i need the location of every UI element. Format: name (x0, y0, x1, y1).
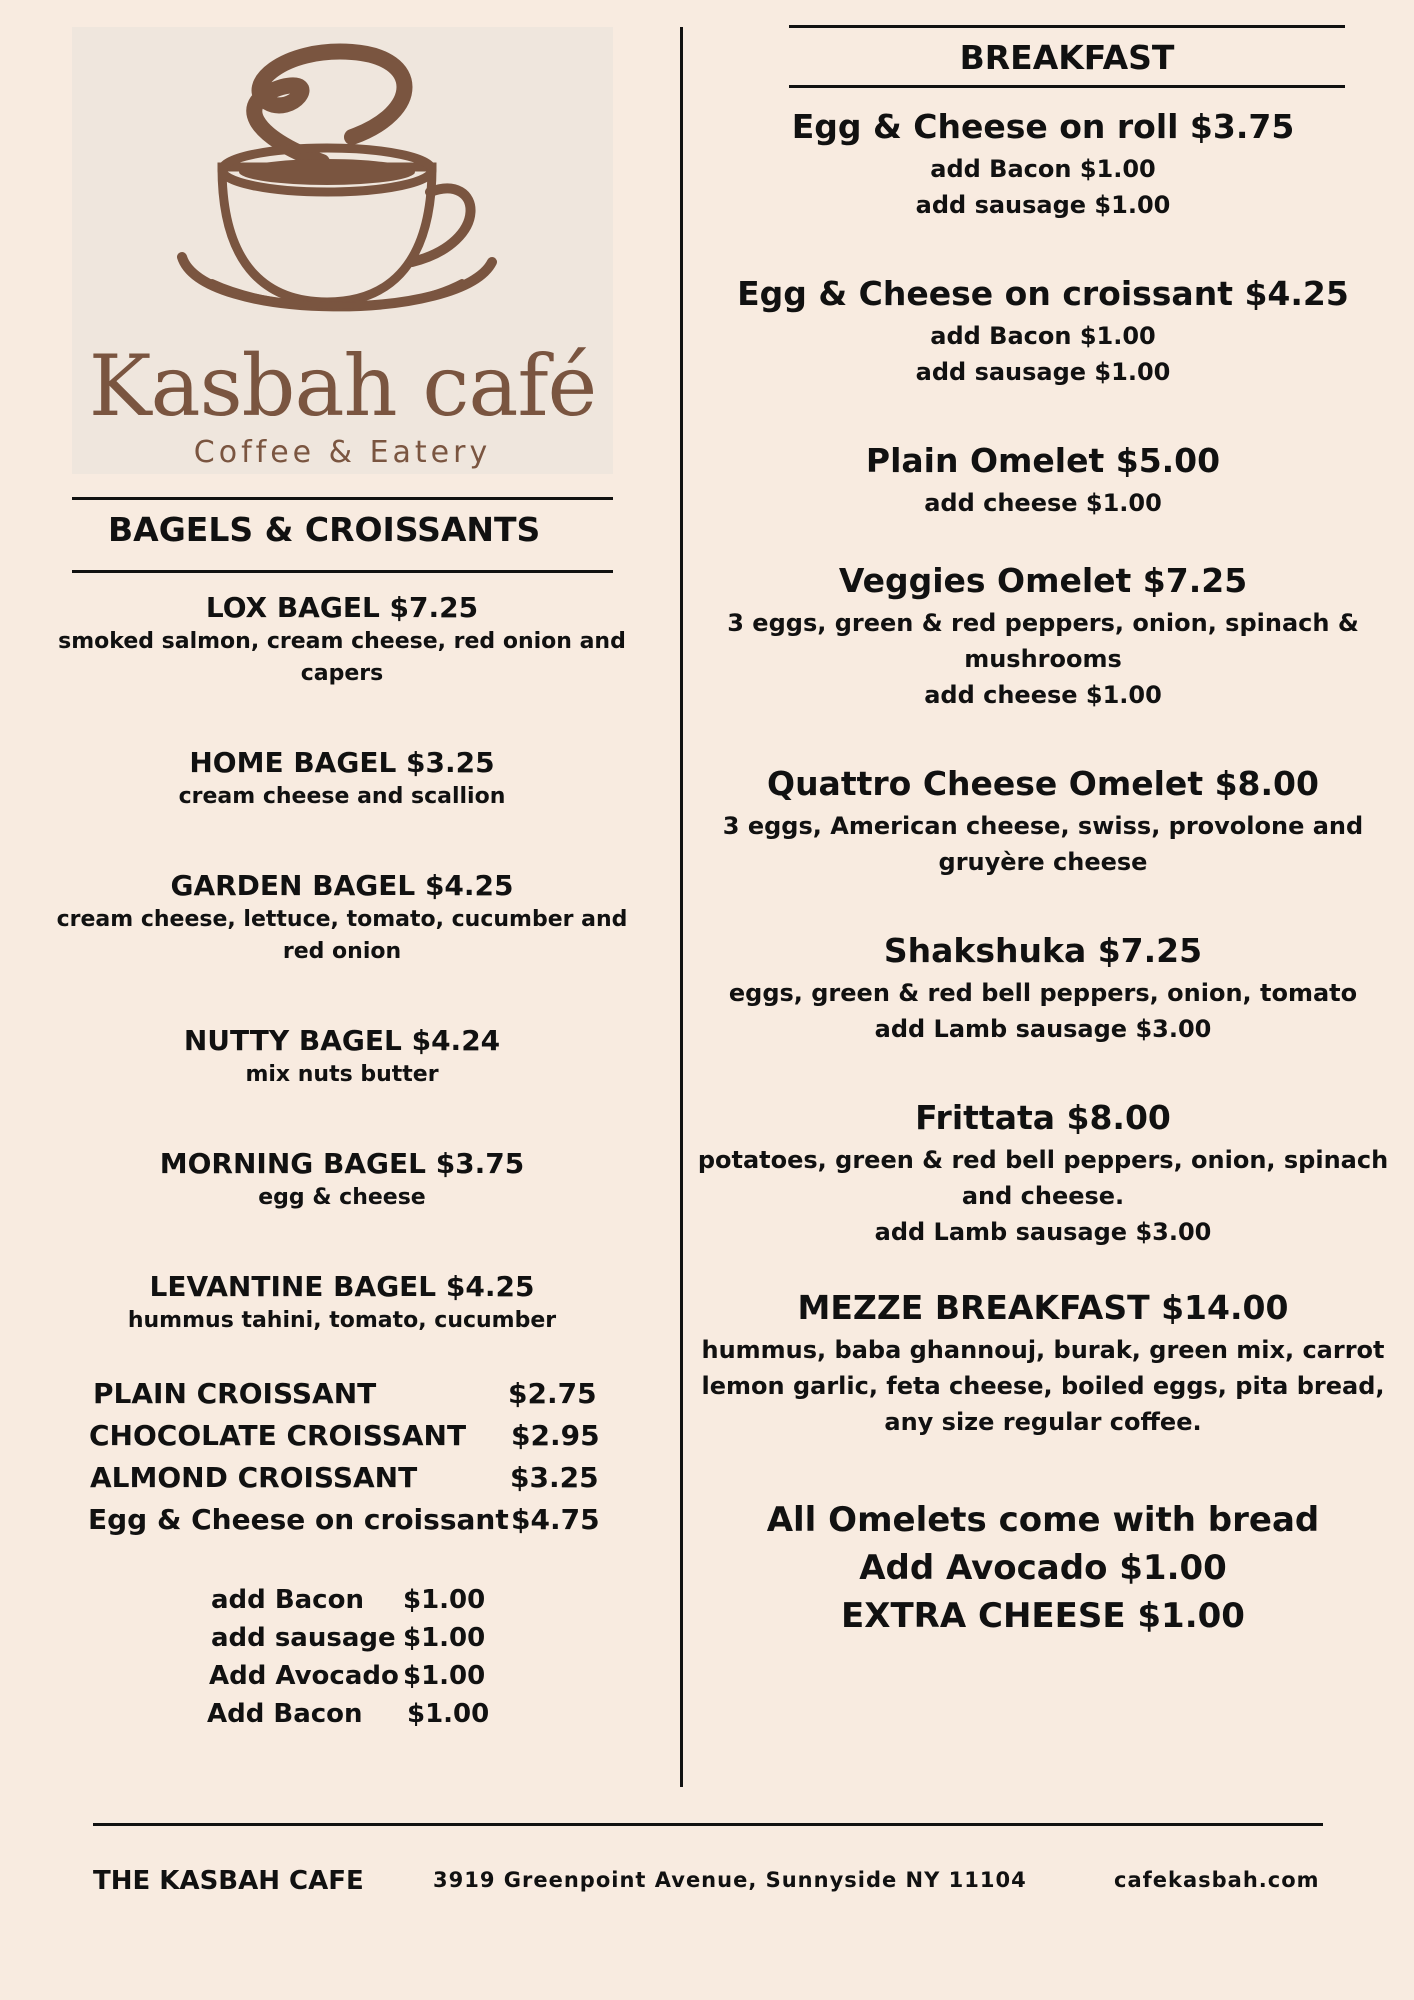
list-item (690, 557, 1396, 760)
item-name: Veggies Omelet $7.25 (838, 561, 1248, 600)
addon-name: Add Bacon (207, 1699, 363, 1729)
list-item (42, 590, 642, 745)
item-name: MEZZE BREAKFAST $14.00 (797, 1288, 1289, 1327)
item-name: NUTTY BAGEL $4.24 (183, 1024, 501, 1057)
addon-name: Add Avocado (209, 1661, 399, 1691)
item-name: LEVANTINE BAGEL $4.25 (149, 1270, 535, 1303)
item-price: $2.95 (511, 1419, 600, 1452)
list-item (690, 270, 1396, 437)
item-desc: cream cheese, lettuce, tomato, cucumber and red onion (56, 907, 628, 964)
addon-name: add Bacon (211, 1585, 364, 1615)
item-desc: 3 eggs, American cheese, swiss, provolone and gruyère cheese (722, 812, 1364, 876)
item-name: PLAIN CROISSANT (93, 1377, 377, 1410)
footer-address: 3919 Greenpoint Avenue, Sunnyside NY 11104 (433, 1868, 1027, 1892)
item-desc: eggs, green & red bell peppers, onion, tomato (728, 979, 1358, 1007)
item-name: Plain Omelet $5.00 (865, 441, 1221, 480)
list-item (42, 745, 642, 868)
note-line: EXTRA CHEESE $1.00 (841, 1596, 1245, 1636)
list-item (690, 437, 1396, 557)
list-item (42, 1269, 642, 1337)
right-title-rule-bottom (789, 85, 1345, 88)
list-item (42, 1146, 642, 1269)
item-price: $2.75 (508, 1377, 597, 1410)
list-item (690, 1284, 1396, 1440)
list-item (690, 1094, 1396, 1284)
footer-cafe-name: THE KASBAH CAFE (93, 1866, 364, 1896)
footer-rule (93, 1823, 1323, 1826)
item-name: CHOCOLATE CROISSANT (89, 1419, 467, 1452)
item-desc: hummus tahini, tomato, cucumber (127, 1308, 557, 1333)
breakfast-notes (690, 1496, 1396, 1640)
left-section-title: BAGELS & CROISSANTS (108, 510, 541, 549)
addon-price: $1.00 (403, 1623, 486, 1653)
item-price: $3.25 (510, 1461, 599, 1494)
item-desc: add sausage $1.00 (915, 191, 1171, 219)
item-desc: add sausage $1.00 (915, 358, 1171, 386)
brand-name: Kasbah café (88, 337, 597, 435)
item-desc: add Bacon $1.00 (930, 155, 1156, 183)
list-item (90, 1461, 653, 1503)
item-desc: add Lamb sausage $3.00 (874, 1218, 1212, 1246)
logo (72, 27, 613, 474)
item-desc: cream cheese and scallion (178, 784, 506, 809)
item-desc: 3 eggs, green & red peppers, onion, spinach & mushrooms (727, 609, 1359, 673)
item-desc: hummus, baba ghannouj, burak, green mix, carrot lemon garlic, feta cheese, boiled eggs, pita bread, any size regular coffee. (701, 1336, 1385, 1436)
left-title-rule-bottom (72, 570, 613, 573)
addon-price: $1.00 (403, 1661, 486, 1691)
addon-list (205, 1585, 505, 1737)
item-desc: potatoes, green & red bell peppers, onion, spinach and cheese. (697, 1146, 1389, 1210)
croissant-list (88, 1377, 653, 1545)
item-price: $4.75 (511, 1503, 600, 1536)
right-title-rule-top (789, 25, 1345, 28)
item-name: LOX BAGEL $7.25 (205, 591, 479, 624)
note-line: Add Avocado $1.00 (859, 1548, 1227, 1588)
list-item (89, 1419, 653, 1461)
item-name: GARDEN BAGEL $4.25 (170, 869, 514, 902)
coffee-cup-icon (172, 42, 512, 332)
list-item (205, 1585, 505, 1623)
addon-price: $1.00 (403, 1585, 486, 1615)
item-name: Shakshuka $7.25 (883, 931, 1203, 970)
item-desc: add Bacon $1.00 (930, 322, 1156, 350)
left-title-rule-top (72, 497, 613, 500)
brand-tagline: Coffee & Eatery (193, 435, 492, 470)
list-item (690, 760, 1396, 927)
item-desc: smoked salmon, cream cheese, red onion and capers (58, 629, 626, 686)
item-name: Frittata $8.00 (915, 1098, 1171, 1137)
breakfast-list (690, 103, 1396, 1640)
list-item (205, 1623, 505, 1661)
item-name: ALMOND CROISSANT (90, 1461, 418, 1494)
item-name: Egg & Cheese on croissant (88, 1503, 509, 1536)
item-desc: add cheese $1.00 (924, 489, 1162, 517)
item-desc: add cheese $1.00 (924, 681, 1162, 709)
note-line: All Omelets come with bread (766, 1500, 1320, 1540)
footer-website-link[interactable]: cafekasbah.com (1114, 1868, 1320, 1892)
addon-name: add sausage (211, 1623, 396, 1653)
bagel-list (42, 590, 642, 1337)
right-section-title: BREAKFAST (959, 38, 1175, 77)
item-desc: egg & cheese (258, 1185, 426, 1210)
item-name: HOME BAGEL $3.25 (189, 746, 495, 779)
item-name: Egg & Cheese on croissant $4.25 (737, 274, 1349, 313)
item-desc: mix nuts butter (245, 1062, 439, 1087)
list-item (93, 1377, 653, 1419)
item-name: Quattro Cheese Omelet $8.00 (767, 764, 1319, 803)
list-item (42, 1023, 642, 1146)
column-divider (680, 27, 683, 1787)
list-item (205, 1699, 505, 1737)
item-desc: add Lamb sausage $3.00 (874, 1015, 1212, 1043)
list-item (690, 103, 1396, 270)
list-item (690, 927, 1396, 1094)
addon-price: $1.00 (407, 1699, 490, 1729)
list-item (42, 868, 642, 1023)
list-item (88, 1503, 653, 1545)
item-name: MORNING BAGEL $3.75 (159, 1147, 525, 1180)
item-name: Egg & Cheese on roll $3.75 (791, 107, 1295, 146)
list-item (205, 1661, 505, 1699)
